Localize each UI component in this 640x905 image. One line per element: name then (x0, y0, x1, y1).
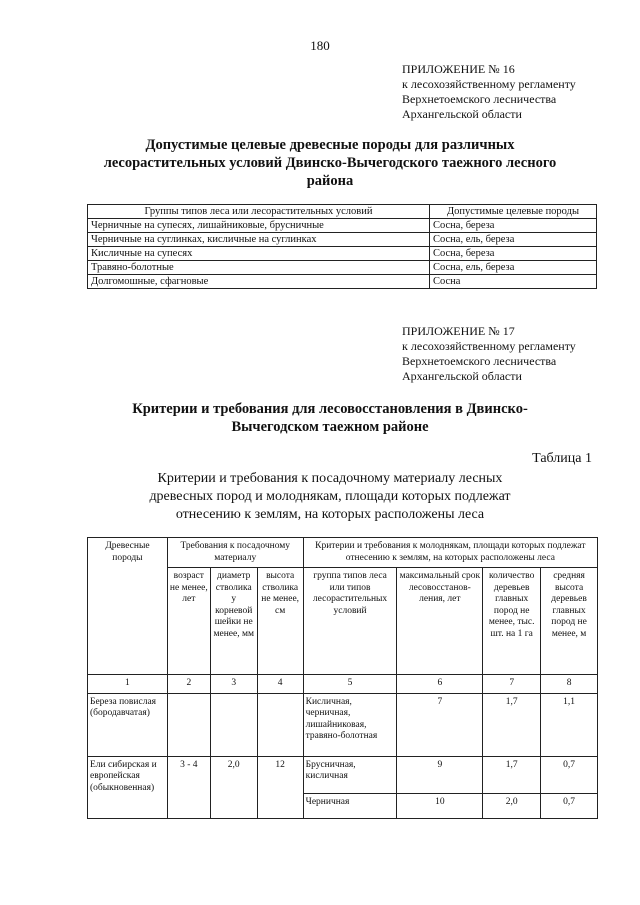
stem-height-cell: 12 (257, 756, 303, 818)
table-cell (257, 693, 303, 756)
subheader-cell: максимальный срок лесовосстанов-ления, лет (397, 568, 483, 675)
age-cell: 3 - 4 (167, 756, 210, 818)
table-row (88, 275, 597, 289)
caption-line: Критерии и требования к посадочному материалу лесных (157, 471, 503, 486)
table-cell: Сосна, береза (430, 219, 597, 233)
appendix-16-heading (60, 136, 600, 190)
count-cell: 1,7 (483, 693, 541, 756)
heading-line: лесорастительных условий Двинско-Вычегодского таежного лесного (103, 155, 557, 171)
column-number: 7 (483, 675, 541, 694)
column-number: 5 (303, 675, 397, 694)
subheader-cell: средняя высота деревьев главных пород не менее, м (541, 568, 598, 675)
table-cell: Травяно-болотные (88, 261, 430, 275)
table-header-row (88, 205, 597, 219)
appendix-17-heading (60, 400, 600, 436)
caption-line: древесных пород и молоднякам, площади которых подлежат (149, 489, 511, 504)
table-row (88, 756, 598, 793)
subheader-cell: диаметр стволика у корневой шейки не менее, мм (210, 568, 257, 675)
subheader-cell: группа типов леса или типов лесорастительных условий (303, 568, 397, 675)
table-cell: Черничные на супесях, лишайниковые, брусничные (88, 219, 430, 233)
forest-type-cell: Черничная (303, 793, 397, 818)
column-number-row (88, 675, 598, 694)
target-species-table (87, 204, 597, 289)
count-cell: 1,7 (483, 756, 541, 793)
appendix-17-title: ПРИЛОЖЕНИЕ № 17 (402, 324, 515, 338)
subheader-cell: возраст не менее, лет (167, 568, 210, 675)
table-label: Таблица 1 (532, 451, 592, 466)
species-cell: Ели сибирская и европейская (обыкновенная) (88, 756, 168, 818)
page-number: 180 (310, 38, 330, 53)
table-cell: Кисличные на супесях (88, 247, 430, 261)
height-cell: 0,7 (541, 756, 598, 793)
column-number: 8 (541, 675, 598, 694)
forest-type-cell: Кисличная, черничная, лишайниковая, травяно-болотная (303, 693, 397, 756)
appendix-16-line: к лесохозяйственному регламенту (402, 77, 576, 91)
reforestation-criteria-table (87, 537, 598, 819)
height-cell: 1,1 (541, 693, 598, 756)
table-cell: Сосна (430, 275, 597, 289)
header-cell: Критерии и требования к молоднякам, площади которых подлежат отнесению к землям, на которых расположены леса (303, 538, 597, 568)
appendix-17-line: Верхнетоемского лесничества (402, 354, 557, 368)
appendix-17-line: Архангельской области (402, 369, 522, 383)
table-cell: Сосна, береза (430, 247, 597, 261)
table-cell: Долгомошные, сфагновые (88, 275, 430, 289)
appendix-16-line: Верхнетоемского лесничества (402, 92, 557, 106)
table-cell: Черничные на суглинках, кисличные на суглинках (88, 233, 430, 247)
caption-line: отнесению к землям, на которых расположены леса (175, 507, 485, 522)
years-cell: 9 (397, 756, 483, 793)
table-cell: Сосна, ель, береза (430, 261, 597, 275)
table-row (88, 233, 597, 247)
appendix-16-line: Архангельской области (402, 107, 522, 121)
table-row (88, 219, 597, 233)
column-number: 2 (167, 675, 210, 694)
diameter-cell: 2,0 (210, 756, 257, 818)
column-number: 3 (210, 675, 257, 694)
header-cell: Допустимые целевые породы (430, 205, 597, 219)
count-cell: 2,0 (483, 793, 541, 818)
table-cell (210, 693, 257, 756)
table-cell: Сосна, ель, береза (430, 233, 597, 247)
table-cell (167, 693, 210, 756)
appendix-16-title: ПРИЛОЖЕНИЕ № 16 (402, 62, 515, 76)
heading-line: Критерии и требования для лесовосстановления в Двинско- (132, 401, 528, 417)
table-caption (130, 470, 530, 524)
table-row (88, 261, 597, 275)
column-number: 6 (397, 675, 483, 694)
years-cell: 7 (397, 693, 483, 756)
appendix-16-header (402, 62, 576, 122)
header-cell: Требования к посадочному материалу (167, 538, 303, 568)
heading-line: Вычегодском таежном районе (231, 419, 429, 435)
years-cell: 10 (397, 793, 483, 818)
appendix-17-header (402, 324, 576, 384)
height-cell: 0,7 (541, 793, 598, 818)
forest-type-cell: Брусничная, кисличная (303, 756, 397, 793)
species-cell: Береза повислая (бородавчатая) (88, 693, 168, 756)
table-header-row (88, 538, 598, 568)
table-row (88, 247, 597, 261)
appendix-17-line: к лесохозяйственному регламенту (402, 339, 576, 353)
column-number: 4 (257, 675, 303, 694)
column-number: 1 (88, 675, 168, 694)
header-cell: Древесные породы (88, 538, 168, 675)
subheader-cell: высота стволика не менее, см (257, 568, 303, 675)
heading-line: района (306, 173, 354, 189)
table-row (88, 693, 598, 756)
heading-line: Допустимые целевые древесные породы для различных (145, 137, 515, 153)
subheader-cell: количество деревьев главных пород не менее, тыс. шт. на 1 га (483, 568, 541, 675)
header-cell: Группы типов леса или лесорастительных условий (88, 205, 430, 219)
